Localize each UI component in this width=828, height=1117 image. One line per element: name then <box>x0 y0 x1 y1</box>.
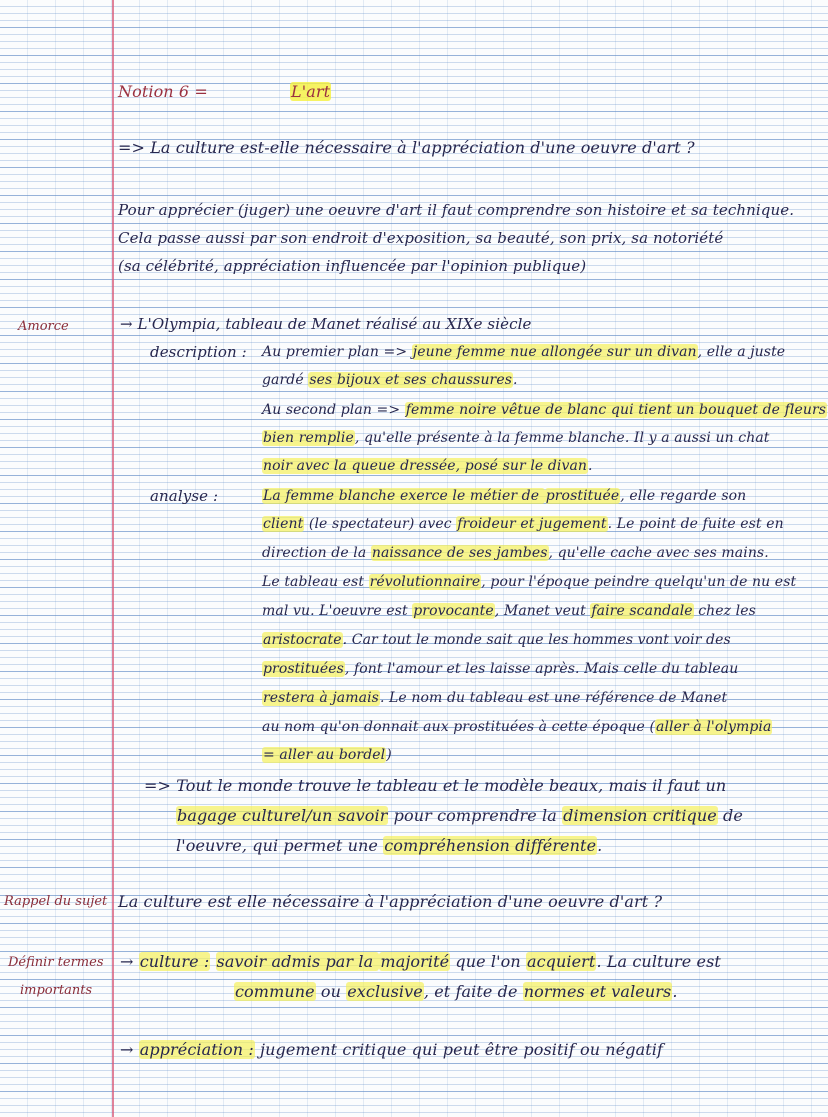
an-8b: . Le nom du tableau est une référence de Manet <box>379 690 728 706</box>
culture-2f: . <box>672 982 678 1001</box>
olympia-title: L'Olympia <box>137 315 216 333</box>
desc-4c: Il y a aussi un chat <box>633 430 770 446</box>
an-6b: . Car tout le monde sait que les hommes vont voir des <box>342 632 731 648</box>
desc-line-5 <box>262 456 593 476</box>
desc-line-3 <box>262 400 827 420</box>
culture-1e: . La culture est <box>596 952 721 971</box>
an-7a: prostituées <box>263 661 344 677</box>
conclusion-line-3 <box>176 836 602 856</box>
analyse-line-8 <box>262 688 727 708</box>
analyse-line-3 <box>262 543 769 563</box>
culture-1c: que l'on <box>450 952 526 971</box>
olympia-line <box>120 314 531 334</box>
an-1b: prostituée <box>545 488 620 504</box>
culture-2e: normes et valeurs <box>523 982 672 1001</box>
c2b: pour comprendre la <box>388 806 563 825</box>
intro-line-1: Pour apprécier (juger) une oeuvre d'art il faut comprendre son histoire et sa technique. <box>118 201 795 219</box>
an-7b: , font l'amour et les laisse après. Mais celle du tableau <box>344 661 739 677</box>
desc-line-4 <box>262 428 770 448</box>
an-8a: restera à jamais <box>263 690 379 706</box>
an-2a: client <box>263 516 304 532</box>
analyse-line-5 <box>262 601 756 621</box>
an-9b: aller à l'olympia <box>656 719 772 735</box>
c2c: dimension critique <box>563 806 717 825</box>
c3c: . <box>597 836 603 855</box>
culture-label: culture : <box>139 952 210 971</box>
desc-3a: Au second plan => <box>262 402 405 418</box>
intro-line-3: (sa célébrité, appréciation influencée par l'opinion publique) <box>118 257 587 275</box>
margin-definir-1: Définir termes <box>8 955 104 970</box>
an-9a: au nom qu'on donnait aux prostituées à cette époque ( <box>262 719 656 735</box>
desc-5a: noir avec la queue dressée, posé sur le divan <box>263 458 588 474</box>
an-3b: naissance de ses jambes <box>371 545 548 561</box>
desc-4b: , qu'elle présente à la femme blanche. <box>354 430 634 446</box>
c2a: bagage culturel/un savoir <box>177 806 388 825</box>
culture-2d: , et faite de <box>423 982 523 1001</box>
an-5e: chez les <box>693 603 756 619</box>
an-4a: Le tableau est <box>262 574 369 590</box>
desc-1a: Au premier plan => <box>262 344 412 360</box>
analyse-line-1 <box>262 486 746 506</box>
an-2d: . Le point de fuite est en <box>607 516 784 532</box>
culture-2b: ou <box>315 982 347 1001</box>
arrow-icon: → <box>120 315 133 333</box>
desc-5b: . <box>588 458 593 474</box>
analyse-line-10 <box>262 745 392 765</box>
an-1c: , elle regarde son <box>620 488 747 504</box>
desc-line-1 <box>262 342 785 362</box>
analyse-line-9 <box>262 717 772 737</box>
desc-4a: bien remplie <box>263 430 354 446</box>
conclusion-line-2 <box>176 806 743 826</box>
intro-line-2: Cela passe aussi par son endroit d'exposition, sa beauté, son prix, sa notoriété <box>118 229 724 247</box>
culture-1d: acquiert <box>526 952 596 971</box>
c2d: de <box>717 806 743 825</box>
notion-subject <box>290 82 331 102</box>
an-2c: froideur et jugement <box>457 516 607 532</box>
desc-line-2 <box>262 370 518 390</box>
culture-line-1 <box>120 952 721 972</box>
analyse-label: analyse : <box>150 487 219 505</box>
arrow-icon: → <box>120 1040 134 1059</box>
appreciation-line <box>120 1040 663 1060</box>
analyse-line-4 <box>262 572 796 592</box>
an-6a: aristocrate <box>263 632 342 648</box>
margin-amorce: Amorce <box>18 319 69 334</box>
c3b: compréhension différente <box>384 836 597 855</box>
culture-2c: exclusive <box>347 982 423 1001</box>
appreciation-label: appréciation : <box>139 1040 254 1059</box>
an-3a: direction de la <box>262 545 371 561</box>
an-4c: , pour l'époque peindre quelqu'un de nu est <box>481 574 797 590</box>
an-5a: mal vu. L'oeuvre est <box>262 603 413 619</box>
an-10b: ) <box>386 747 392 763</box>
an-1a: La femme blanche exerce le métier de <box>263 488 544 504</box>
c3a: l'oeuvre, qui permet une <box>176 836 384 855</box>
main-question: => La culture est-elle nécessaire à l'appréciation d'une oeuvre d'art ? <box>118 138 695 157</box>
margin-rappel: Rappel du sujet <box>4 894 108 909</box>
an-4b: révolutionnaire <box>369 574 481 590</box>
desc-1b: jeune femme nue allongée sur un divan <box>412 344 697 360</box>
description-label: description : <box>150 343 247 361</box>
desc-3b: femme noire vêtue de blanc qui tient un bouquet de fleurs <box>405 402 827 418</box>
culture-line-2 <box>234 982 678 1002</box>
rappel-question: La culture est elle nécessaire à l'appréciation d'une oeuvre d'art ? <box>118 892 663 911</box>
appreciation-def: jugement critique qui peut être positif ou négatif <box>260 1040 664 1059</box>
arrow-icon: → <box>120 952 134 971</box>
margin-line <box>112 0 114 1117</box>
an-5d: faire scandale <box>591 603 693 619</box>
subject-highlight: L'art <box>291 82 331 101</box>
culture-1b: majorité <box>380 952 450 971</box>
desc-1c: , elle a juste <box>697 344 786 360</box>
culture-2a: commune <box>235 982 315 1001</box>
an-5c: , Manet veut <box>494 603 591 619</box>
an-5b: provocante <box>413 603 494 619</box>
analyse-line-6 <box>262 630 731 650</box>
an-10a: = aller au bordel <box>263 747 386 763</box>
notion-label: Notion 6 = <box>118 82 208 101</box>
desc-2b: ses bijoux et ses chaussures <box>309 372 513 388</box>
analyse-line-2 <box>262 514 784 534</box>
olympia-rest: , tableau de Manet réalisé au XIXe siècle <box>215 315 532 333</box>
an-2b: (le spectateur) avec <box>304 516 457 532</box>
margin-definir-2: importants <box>20 983 93 998</box>
desc-2c: . <box>513 372 518 388</box>
analyse-line-7 <box>262 659 738 679</box>
an-3c: , qu'elle cache avec ses mains. <box>548 545 769 561</box>
conclusion-line-1: => Tout le monde trouve le tableau et le modèle beaux, mais il faut un <box>144 776 727 795</box>
desc-2a: gardé <box>262 372 309 388</box>
culture-1a: savoir admis par la <box>216 952 379 971</box>
